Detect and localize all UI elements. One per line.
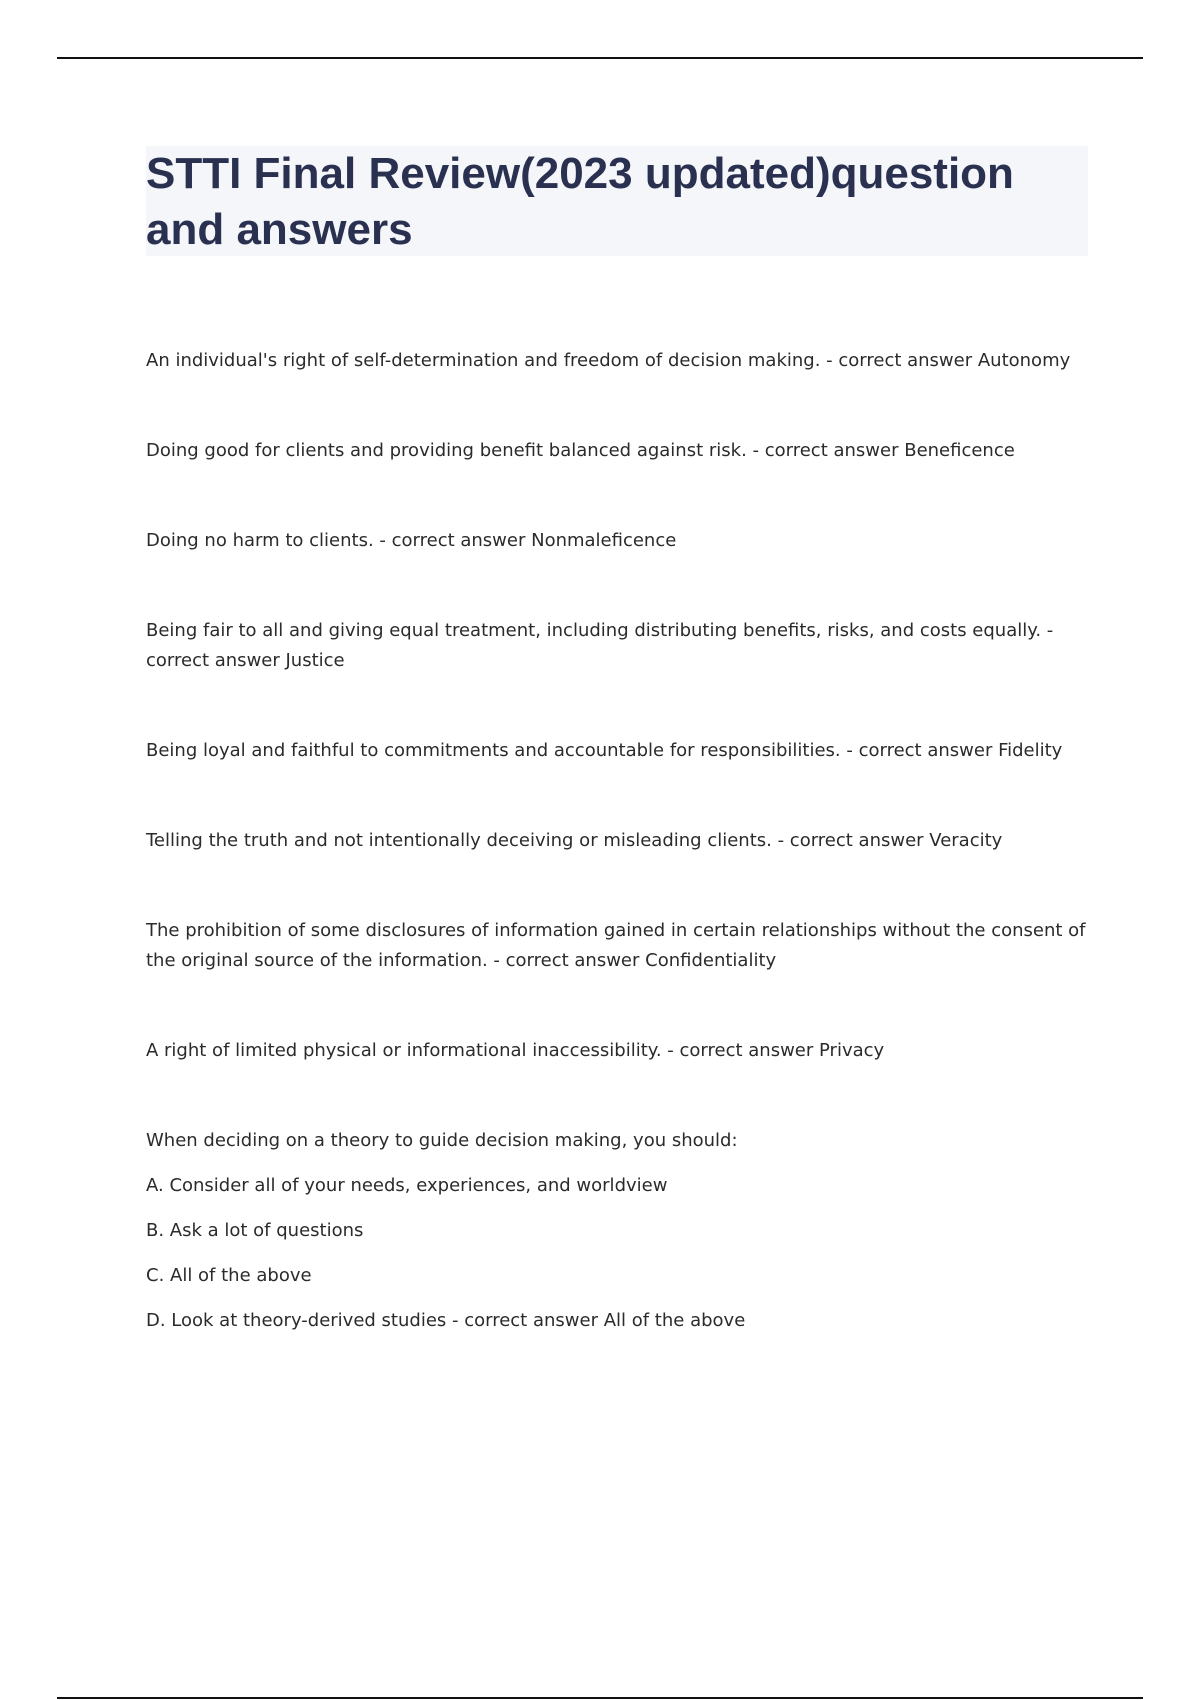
mcq-option-a: A. Consider all of your needs, experiences, and worldview [146,1175,668,1196]
multiple-choice-question [146,1126,1096,1336]
mcq-option-d: D. Look at theory-derived studies - correct answer All of the above [146,1310,746,1331]
qa-item-justice: Being fair to all and giving equal treatment, including distributing benefits, risks, and costs equally. - correct answer Justice [146,620,1054,671]
title-block [146,146,1088,256]
mcq-option-c: C. All of the above [146,1265,312,1286]
qa-item-fidelity: Being loyal and faithful to commitments and accountable for responsibilities. - correct answer Fidelity [146,740,1063,761]
bottom-rule [57,1697,1143,1699]
qa-list [146,346,1096,1336]
qa-item-nonmaleficence: Doing no harm to clients. - correct answer Nonmaleficence [146,530,677,551]
qa-item-confidentiality: The prohibition of some disclosures of information gained in certain relationships without the consent of the original source of the information. - correct answer Confidentiality [146,920,1086,971]
qa-item-veracity: Telling the truth and not intentionally deceiving or misleading clients. - correct answer Veracity [146,830,1003,851]
top-rule [57,57,1143,59]
mcq-stem: When deciding on a theory to guide decision making, you should: [146,1130,738,1151]
qa-item-privacy: A right of limited physical or informational inaccessibility. - correct answer Privacy [146,1040,885,1061]
document-title: STTI Final Review(2023 updated)question and answers [146,149,1014,254]
qa-item-autonomy: An individual's right of self-determination and freedom of decision making. - correct answer Autonomy [146,350,1071,371]
mcq-option-b: B. Ask a lot of questions [146,1220,364,1241]
qa-item-beneficence: Doing good for clients and providing benefit balanced against risk. - correct answer Beneficence [146,440,1015,461]
